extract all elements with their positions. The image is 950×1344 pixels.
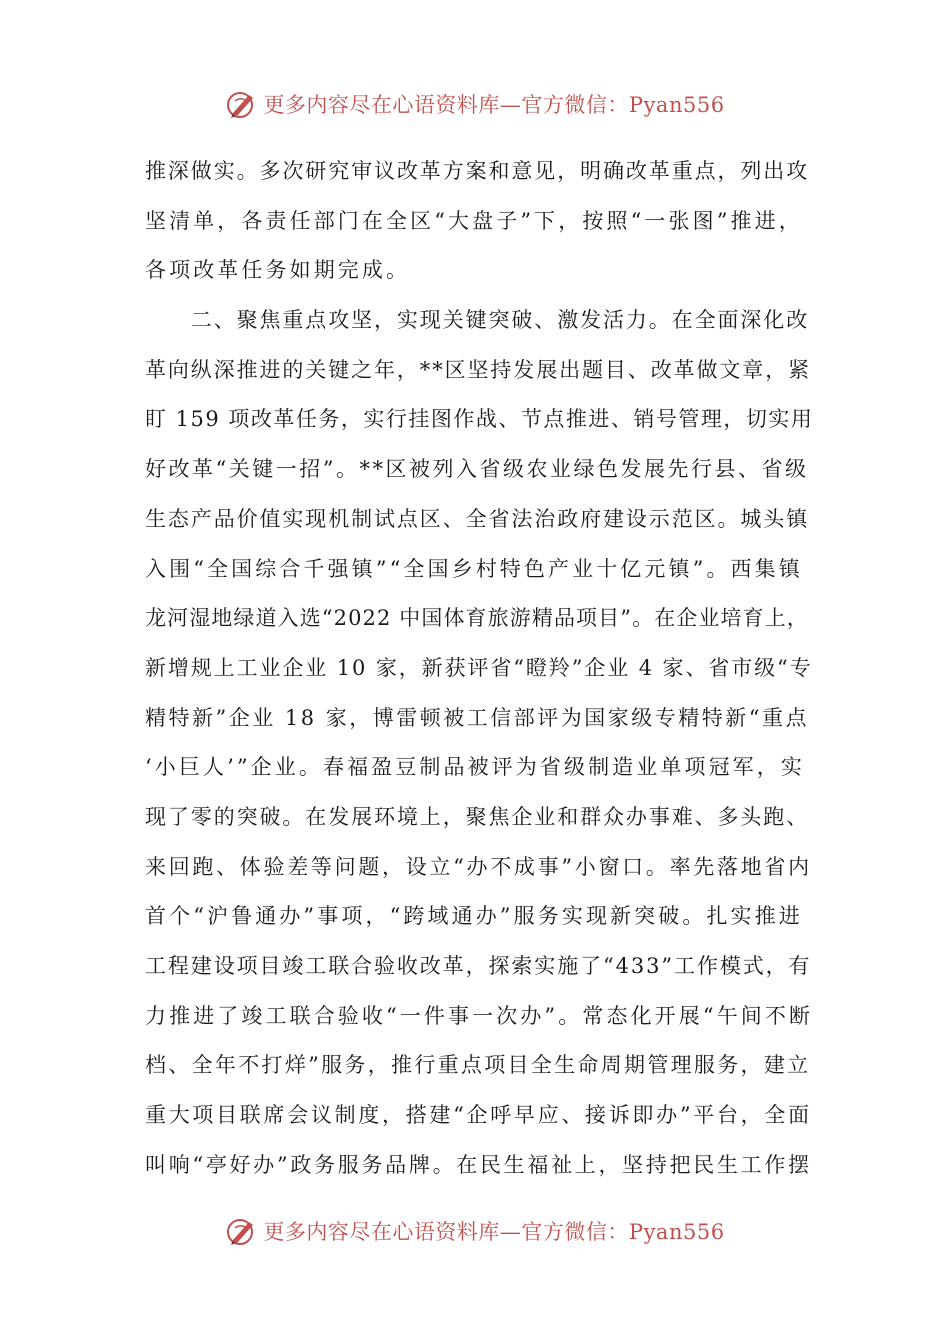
pen-logo-icon (225, 1214, 259, 1248)
header-watermark-text: 更多内容尽在心语资料库—官方微信：Pyan556 (263, 93, 725, 117)
text-line: 龙河湿地绿道入选“2022 中国体育旅游精品项目”。在企业培育上， (145, 606, 809, 631)
header-watermark (0, 84, 950, 124)
text-line: 革向纵深推进的关键之年，**区坚持发展出题目、改革做文章，紧 (145, 357, 811, 382)
text-line: 入围“全国综合千强镇”“全国乡村特色产业十亿元镇”。西集镇 (145, 556, 803, 581)
text-line: 力推进了竣工联合验收“一件事一次办”。常态化开展“午间不断 (145, 1003, 813, 1028)
text-line: ‘小巨人’”企业。春福盈豆制品被评为省级制造业单项冠军，实 (145, 755, 805, 780)
text-line: 盯 159 项改革任务，实行挂图作战、节点推进、销号管理，切实用 (145, 407, 813, 432)
text-line: 叫响“亭好办”政务服务品牌。在民生福祉上，坚持把民生工作摆 (145, 1152, 812, 1177)
text-line: 来回跑、体验差等问题，设立“办不成事”小窗口。率先落地省内 (145, 854, 812, 879)
text-line: 精特新”企业 18 家，博雷顿被工信部评为国家级专精特新“重点 (145, 705, 810, 730)
text-line: 好改革“关键一招”。**区被列入省级农业绿色发展先行县、省级 (145, 457, 809, 482)
text-line: 现了零的突破。在发展环境上，聚焦企业和群众办事难、多头跑、 (145, 804, 810, 829)
text-line: 坚清单，各责任部门在全区“大盘子”下，按照“一张图”推进， (145, 208, 803, 233)
text-line: 新增规上工业企业 10 家，新获评省“瞪羚”企业 4 家、省市级“专 (145, 655, 813, 680)
text-line: 各项改革任务如期完成。 (145, 258, 411, 283)
footer-watermark-text: 更多内容尽在心语资料库—官方微信：Pyan556 (263, 1220, 725, 1244)
text-line: 工程建设项目竣工联合验收改革，探索实施了“433”工作模式，有 (145, 954, 812, 978)
text-line: 推深做实。多次研究审议改革方案和意见，明确改革重点，列出攻 (145, 159, 810, 183)
text-line: 生态产品价值实现机制试点区、全省法治政府建设示范区。城头镇 (145, 506, 810, 531)
text-line: 二、聚焦重点攻坚，实现关键突破、激发活力。在全面深化改 (145, 308, 810, 333)
text-line: 首个“沪鲁通办”事项，“跨域通办”服务实现新突破。扎实推进 (145, 904, 803, 929)
text-line: 重大项目联席会议制度，搭建“企呼早应、接诉即办”平台，全面 (145, 1103, 812, 1128)
text-line: 档、全年不打烊”服务，推行重点项目全生命周期管理服务，建立 (145, 1053, 811, 1078)
footer-watermark (0, 1211, 950, 1251)
document-body (145, 147, 813, 1190)
pen-logo-icon (225, 87, 259, 121)
